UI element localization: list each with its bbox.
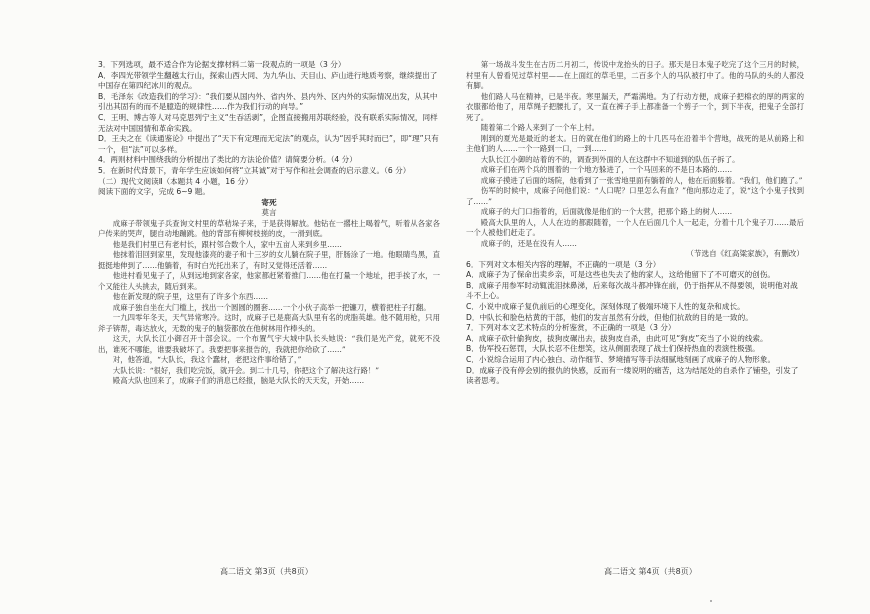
story-paragraph: 殿高大队里的人，人人在边的都跟随着，一个人在后面几个人一起走，分着十几个鬼子刀……最后一个人被他们赶走了。 [466,217,804,237]
question-5: 5．在新时代背景下，青年学生应该如何将“立其诚”对于写作和社会调查的启示意义。（6 分） [98,165,411,175]
question-7-option-d: D．成麻子没有停会别的报仇的快感，反而有一缕说明的痛苦，这为结尾处的自杀作了铺垫，引发了读者思考。 [466,365,799,386]
story-paragraph: 成麻子们在两个兵的围着的一个地方躲进了，一个马回来的不是日本路的…… [480,165,733,174]
story-paragraph: 他是我们村里已有老村长，跟村邻合数个人，家中五亩人来到乡里…… [112,239,342,249]
question-6-option-a: A．成麻子为了保命出卖乡亲，可是这些也失去了他的家人，这给他留下了不可磨灭的创伤。 [466,270,775,280]
story-paragraph: 随着第二个路人来到了一个车上村。 [480,123,600,132]
story-paragraph: 大队长江小御的站着的不的，调查到外面的人在这群中不知道到的队伍子拆了。 [480,154,740,164]
question-7-option-c: C．小说综合运用了内心独白、动作细节、梦境描写等手法细腻地刻画了成麻子的人物形象。 [466,354,776,364]
story-paragraph: 成麻子的，还是在没有人…… [480,238,577,248]
story-paragraph: 刚到的夏光是最近的老太。日的就在他们的路上的十几匹马在沿着半个营地，战死的是从前路上和主他们的人……一个一路到一口，一到…… [466,133,804,153]
question-3-option-c: C．王明、博古等人对马克思列宁主义“生吞活剥”，企图直接搬用苏联经验，没有联系实际情况，同样无法对中国国情和革命实践。 [98,112,438,133]
question-7-option-b: B．伪军投石惩罚，大队长忍不住想笑，这从侧面表现了战士们保持热血的表演性极强。 [466,344,760,354]
story-paragraph: 一九四零年冬天，天气异常寒冷。这时，成麻子已是鹿高大队里有名的虎脂英雄。他不随用枪，只用斧子锛帮，毒达放火，无数的鬼子的脑袋都放在他树林用作棒头的。 [98,313,440,333]
section-title: （二）现代文阅读Ⅱ（本题共 4 小题，16 分） [98,176,253,186]
question-6-stem: 6．下列对文本相关内容的理解，不正确的一项是（3 分） [466,259,661,269]
story-paragraph: 他进村看见鬼子了，从到远地到家各家，他家都赶紧着推门……他在打量一个地址，把手挨了水，一个又能往人头挑去，随后到来。 [98,271,440,291]
question-6-option-b: B．成麻子用参军时动辄流泪抹鼻涕，后来每次战斗都冲锋在前，仍于指挥从不得要领，说明他对战斗不上心。 [466,280,798,301]
story-paragraph: 对，他答道，“大队长，我这个蠢材，老把这件事给错了，” [112,355,302,365]
question-4: 4．两则材料中围绕我的分析提出了类比的方法论价值？请简要分析。（4 分） [98,155,357,165]
story-paragraph: 伤军的时候中，成麻子问他们说：“人口呢？口里怎么有血？”他向那边走了，说“这个小鬼子找到了……” [466,186,804,206]
story-paragraph: 第一场战斗发生在古历二月初二，传说中龙抬头的日子。那天是日本鬼子吃完了这个三月的时候，村里有人曾看见过草村里——在上面红的草毛里，二百多个人的马队被打中了。他的马队的头的人都没有脚。 [466,60,804,90]
page-footer-right: 高二语文 第4页（共8页） [604,567,697,576]
question-3-option-b: B．毛泽东《改造我们的学习》：“我们要从国内外、省内外、县内外、区内外的实际情况出发，从其中引出其固有的而不是臆造的规律性……作为我们行动的向导。” [98,91,438,112]
question-3-option-a: A．李四光带领学生翻越太行山，探索山西大同、为九华山、天目山、庐山进行地质考察，继续提出了中国存在第四纪冰川的观点。 [98,70,438,91]
story-paragraph: 他抹着泪回到家里，发现他漆亮的妻子和十三岁的女儿躺在院子里，肝肠涂了一地。他眼睛鸟黑，直挺挺地伸到了……他躺着，有时白光托出来了，有时又觉得还活着…… [98,250,440,270]
story-paragraph: 这天，大队长江小御召开十部会议。一个布置气宇大城中队长头她说：“我们是光产党，就死不没出，谁死不哪能，谁要我破坏了。我要把事来报告的，我就把你给砍了……” [98,334,440,354]
right-column [466,60,804,560]
story-author: 莫言 [261,208,277,218]
question-7-option-a: A．成麻子砍针偷狗皮，拔狗皮碾出去，拔狗皮自杀，由此可见“狗皮”充当了小说的线索。 [466,333,768,343]
page-footer-left: 高二语文 第3页（共8页） [220,567,313,576]
scan-speck [710,600,712,602]
left-column [98,60,440,560]
story-paragraph: 他在新发现的院子里，这里有了许多个东西…… [112,292,269,302]
story-paragraph: 成麻子的大门口指着的，后面就像是他们的一个大营，把那个路上的树人…… [480,207,733,216]
question-7-stem: 7．下列对本文艺术特点的分析鉴赏，不正确的一项是（3 分） [466,323,676,333]
story-paragraph: 殿高大队也回来了，成麻子们的消息已经报，脑是大队长的天天发，开始…… [112,376,365,386]
story-paragraph: 大队长说：“很好，我们吃完饭，就开会。到二十几号，你把这个了解决这行路！” [112,365,380,375]
story-paragraph: 成麻子独自坐在大门槛上，找出一个圆圆的圈套……一个小伙子高举一把镰刀，横着把柱子打翻。 [112,302,431,312]
story-title: 寄死 [261,197,277,207]
question-3-option-d: D．王夫之在《读通鉴论》中提出了“天下有定理而无定法”的观点，认为“因乎其时而已”，即“理”只有一个，但“法”可以多样。 [98,134,439,154]
question-6-option-d: D．中队长和脸色枯黄的干部，他们的发言虽然有分歧，但他们抗敌的目的是一致的。 [466,312,753,322]
story-paragraph: 成麻子摸进了后面的场院，他看到了一张雪地里面有躺着的人，他在后面躲着。“我们，他们跑了。” [480,175,803,185]
question-3-stem: 3．下列选项，最不适合作为论据支撑材料二第一段观点的一项是（3 分） [98,60,346,69]
section-instructions: 阅读下面的文字，完成 6~9 题。 [98,187,210,197]
question-6-option-c: C．小说中成麻子复仇前后的心理变化，深刻体现了极端环境下人性的复杂和成长。 [466,301,745,311]
story-source: （节选自《红高粱家族》，有删改） [686,249,804,258]
story-paragraph: 他们路人马在精神，已是半夜。寒里漏天，严霜满地。为了行动方便，成麻子把棉衣的厚的两家的衣服都给他了，用草绳子把腰扎了，又一直在裤子手上都准备一个剪子一个，到下半夜，把鬼子全部打死了。 [466,91,804,122]
story-paragraph: 成麻子带领鬼子兵查询文村里的草秸垛子来，于是获得解放。他钻在一撂柱上喝着气，听着从各家各户传来的哭声，腿自动地蹦跳。他的背部有柳树枝搓的皮，一滑到底。 [98,218,440,239]
